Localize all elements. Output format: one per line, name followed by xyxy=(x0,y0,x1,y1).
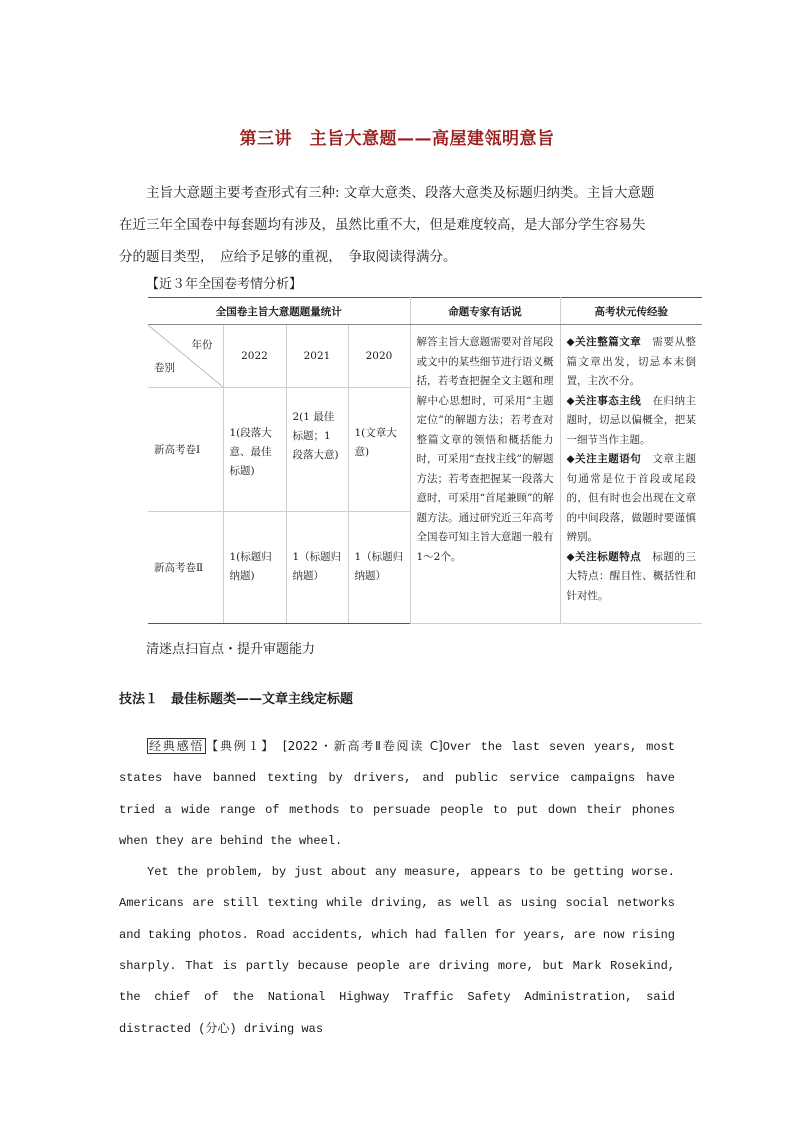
section-subheading: 清迷点扫盲点・提升审题能力 xyxy=(146,642,316,657)
technique-heading: 技法１ 最佳标题类——文章主线定标题 xyxy=(119,692,354,707)
corner-cell xyxy=(148,325,223,388)
year-2020: 2020 xyxy=(348,325,410,388)
classic-tag: 经典感悟 xyxy=(149,739,205,753)
analysis-heading: 【近３年全国卷考情分析】 xyxy=(146,277,303,292)
tip-head: ◆关注主题语句 xyxy=(566,453,642,465)
expert-advice: 解答主旨大意题需要对首尾段或文中的某些细节进行语义概括，若考查把握全文主题和理解中心思想时，可采用“主题定位”的解题方法；若考查对整篇文章的领悟和概括能力时，可采用“查找主线”的解题方法；若考查把握某一段落大意时，可采用“首尾兼顾”的解题方法。通过研究近三年高考全国卷可知主旨大意题一般有1～2个。 xyxy=(410,325,560,624)
count-cell: 2(1 最佳标题；1 段落大意) xyxy=(286,388,348,512)
tip-head: ◆关注整篇文章 xyxy=(566,336,642,348)
count-cell: 1（标题归纳题） xyxy=(286,512,348,624)
tip-item xyxy=(567,450,697,548)
tip-item xyxy=(567,333,697,392)
count-cell: 1(文章大意) xyxy=(348,388,410,512)
header-tips: 高考状元传经验 xyxy=(560,298,702,325)
passage-paragraph-2: Yet the problem, by just about any measure, appears to be getting worse. Americans are still texting while driving, as well as using social networks and taking photos. Road accidents, which had fallen for years, are now rising sharply. That is partly because people are driving more, but Mark Rosekind, the chief of the National Highway Traffic Safety Administration, said distracted (分心) driving was xyxy=(119,865,675,1036)
source-label: [2022・新高考Ⅱ卷阅读 C] xyxy=(269,739,443,753)
corner-year-label: 年份 xyxy=(191,339,213,351)
tip-body: 在归纳主题时，切忌以偏概全，把某一细节当作主题。 xyxy=(566,394,696,446)
passage-paragraph-1 xyxy=(119,731,675,857)
count-cell: 1(标题归纳题) xyxy=(223,512,286,624)
year-2022: 2022 xyxy=(223,325,286,388)
tip-body: 需要从整篇文章出发，切忌本末倒置，主次不分。 xyxy=(566,336,696,387)
diagonal-line xyxy=(148,325,223,387)
intro-line-3: 分的题目类型， 应给予足够的重视， 争取阅读得满分。 xyxy=(119,249,457,265)
corner-paper-label: 卷别 xyxy=(154,362,175,374)
intro-paragraph xyxy=(119,177,679,273)
tip-body: 文章主题句通常是位于首段或尾段的，但有时也会出现在文章的中间段落，做题时要谨慎辨别。 xyxy=(566,453,696,543)
example-label: 【典例１】 xyxy=(206,739,270,753)
header-expert: 命题专家有话说 xyxy=(410,298,560,325)
page-title: 第三讲 主旨大意题——高屋建瓴明意旨 xyxy=(239,129,555,149)
tip-item xyxy=(567,392,697,451)
count-cell: 1(段落大意、最佳标题) xyxy=(223,388,286,512)
tip-head: ◆关注标题特点 xyxy=(566,550,642,563)
header-statistics: 全国卷主旨大意题题量统计 xyxy=(148,298,410,325)
reading-passage xyxy=(119,731,675,1045)
top-scorer-tips xyxy=(560,325,702,624)
tip-body: 标题的三大特点：醒目性、概括性和针对性。 xyxy=(566,550,696,602)
paragraph-text: Over the last seven years, most states have banned texting by drivers, and public service campaigns have tried a wide range of methods to persuade people to put down their phones when they are behind the wheel. xyxy=(119,740,675,848)
year-2021: 2021 xyxy=(286,325,348,388)
row-label-paper-1: 新高考卷Ⅰ xyxy=(148,388,223,512)
intro-line-2: 在近三年全国卷中每套题均有涉及，虽然比重不大，但是难度较高，是大部分学生容易失 xyxy=(119,217,646,233)
tip-head: ◆关注事态主线 xyxy=(566,394,642,407)
tip-item xyxy=(567,548,697,607)
count-cell: 1（标题归纳题） xyxy=(348,512,410,624)
exam-analysis-table xyxy=(148,297,702,624)
row-label-paper-2: 新高考卷Ⅱ xyxy=(148,512,223,624)
intro-line-1: 主旨大意题主要考查形式有三种: 文章大意类、段落大意类及标题归纳类。主旨大意题 xyxy=(146,185,655,201)
